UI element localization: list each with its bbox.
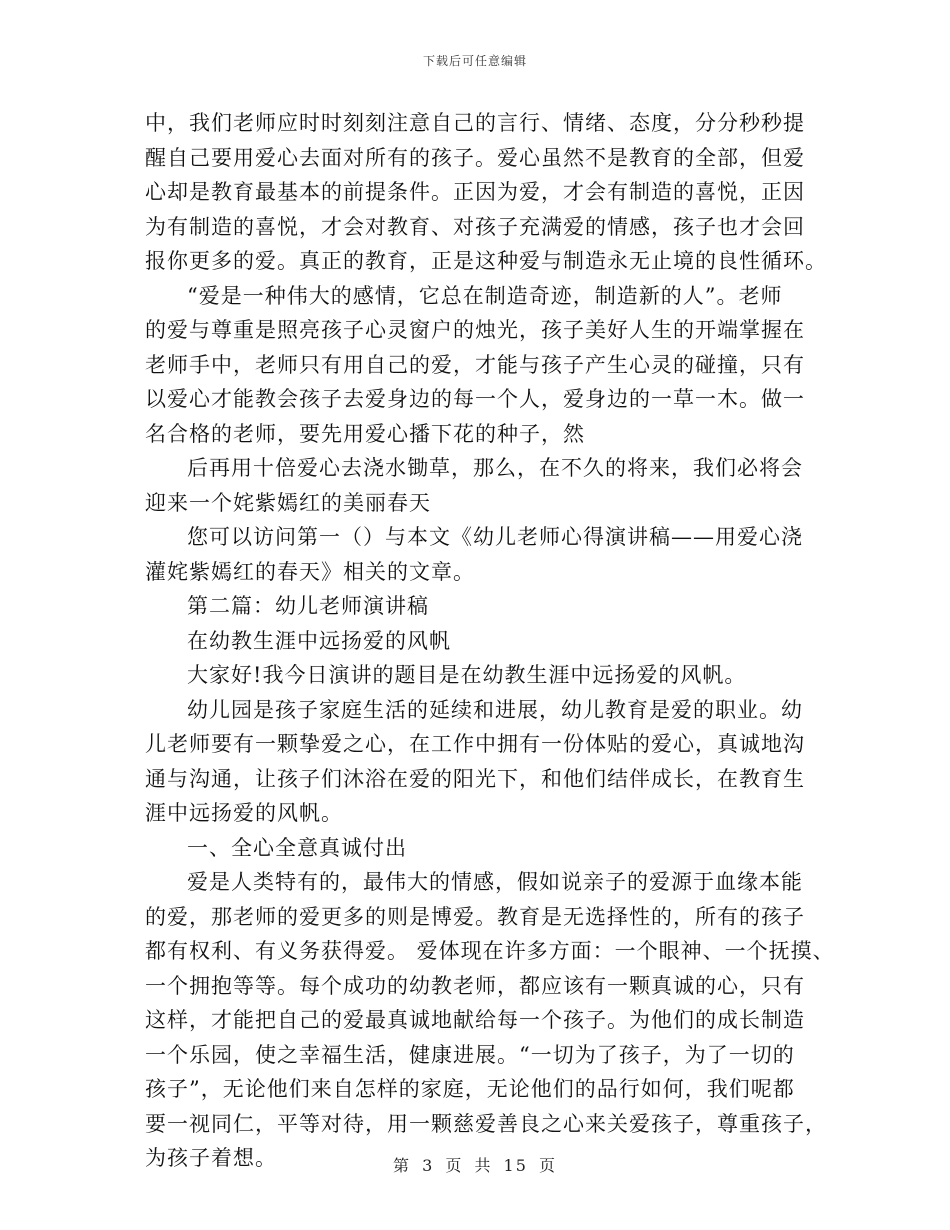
text-line: 报你更多的爱。真正的教育，正是这种爱与制造永无止境的良性循环。 — [145, 249, 827, 273]
text-line: 的爱，那老师的爱更多的则是博爱。教育是无选择性的，所有的孩子 — [145, 904, 805, 929]
text-line: 第二篇：幼儿老师演讲稿 — [187, 594, 429, 618]
text-line: 一个拥抱等等。每个成功的幼教老师，都应该有一颗真诚的心，只有 — [145, 973, 805, 998]
text-line: 名合格的老师，要先用爱心播下花的种子，然 — [145, 421, 585, 446]
text-line: 以爱心才能教会孩子去爱身边的每一个人，爱身边的一草一木。做一 — [145, 387, 805, 411]
text-line: 要一视同仁，平等对待，用一颗慈爱善良之心来关爱孩子，尊重孩子， — [145, 1111, 827, 1136]
text-line: 在幼教生涯中远扬爱的风帆 — [187, 628, 451, 653]
page-number-footer: 第 3 页 共 15 页 — [393, 1156, 557, 1175]
text-line: 的爱与尊重是照亮孩子心灵窗户的烛光，孩子美好人生的开端掌握在 — [145, 318, 805, 342]
text-line: 醒自己要用爱心去面对所有的孩子。爱心虽然不是教育的全部，但爱 — [145, 145, 805, 170]
text-line: 幼儿园是孩子家庭生活的延续和进展，幼儿教育是爱的职业。幼 — [187, 697, 803, 722]
text-line: 心却是教育最基本的前提条件。正因为爱，才会有制造的喜悦，正因 — [145, 180, 805, 204]
text-line: 老师手中，老师只有用自己的爱，才能与孩子产生心灵的碰撞，只有 — [145, 352, 805, 377]
text-line: 中，我们老师应时时刻刻注意自己的言行、情绪、态度，分分秒秒提 — [145, 111, 805, 135]
text-line: 通与沟通，让孩子们沐浴在爱的阳光下，和他们结伴成长，在教育生 — [145, 766, 805, 791]
text-line: 这样，才能把自己的爱最真诚地献给每一个孩子。为他们的成长制造 — [145, 1008, 805, 1032]
text-line: 孩子”，无论他们来自怎样的家庭，无论他们的品行如何，我们呢都 — [145, 1077, 795, 1101]
page-header-note: 下载后可任意编辑 — [422, 54, 527, 68]
document-body — [145, 106, 835, 1176]
text-line: 为孩子着想。 — [145, 1146, 277, 1170]
text-line: 一、全心全意真诚付出 — [187, 835, 407, 860]
text-line: 您可以访问第一（）与本文《幼儿老师心得演讲稿——用爱心浇 — [187, 525, 803, 549]
text-line: 爱是人类特有的，最伟大的情感，假如说亲子的爱源于血缘本能 — [187, 870, 803, 894]
text-line: 儿老师要有一颗挚爱之心，在工作中拥有一份体贴的爱心，真诚地沟 — [145, 732, 805, 756]
text-line: 都有权利、有义务获得爱。 爱体现在许多方面：一个眼神、一个抚摸、 — [145, 939, 835, 963]
text-line: 灌姹紫嫣红的春天》相关的文章。 — [145, 559, 475, 584]
text-line: “爱是一种伟大的感情，它总在制造奇迹，制造新的人”。老师 — [187, 283, 783, 308]
text-line: 为有制造的喜悦，才会对教育、对孩子充满爱的情感，孩子也才会回 — [145, 214, 805, 239]
text-line: 大家好!我今日演讲的题目是在幼教生涯中远扬爱的风帆。 — [187, 663, 747, 687]
text-line: 涯中远扬爱的风帆。 — [145, 801, 343, 825]
text-line: 一个乐园，使之幸福生活，健康进展。“一切为了孩子，为了一切的 — [145, 1042, 795, 1067]
text-line: 迎来一个姹紫嫣红的美丽春天 — [145, 490, 431, 515]
text-line: 后再用十倍爱心去浇水锄草，那么，在不久的将来，我们必将会 — [187, 456, 803, 480]
